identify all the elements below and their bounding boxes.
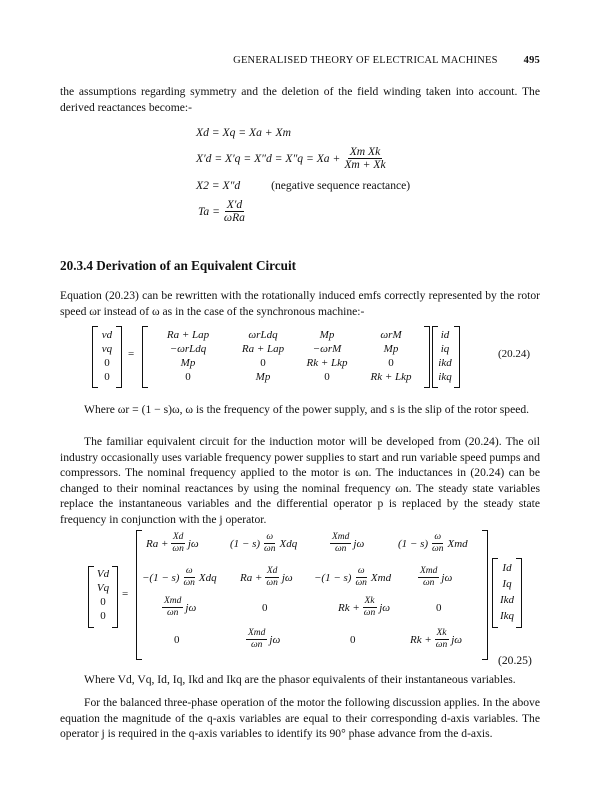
reactance-eq-2 [196,146,390,171]
m2-r3-c3-den: ωn [363,608,376,618]
m1-r0-c0: Ra + Lap [166,329,210,341]
m2-r4-c2-num: Xmd [248,628,266,638]
m2-r4-c4 [410,628,462,651]
m1-r1-c3: Mp [383,343,399,355]
m2-r3-c4: 0 [436,602,442,614]
m1-r0-c1: ωrLdq [248,329,278,341]
m2-r1-c2-num: ω [266,532,274,542]
m1-r1-c1: Ra + Lap [241,343,285,355]
bracket-right [424,326,430,388]
m1-lhs-3: 0 [104,371,110,383]
m2-r1-c4-den: ωn [432,544,444,554]
reactance-eq-2-den: Xm + Xk [344,158,386,171]
m1-r0-c2: Mp [319,329,335,341]
m2-r3-c1-post: jω [185,601,197,614]
bracket-right [516,558,522,628]
m2-r1-c3-den: ωn [334,544,347,554]
m2-r4-c1: 0 [174,634,180,646]
m1-r3-c1: Mp [255,371,271,383]
matrix-equation-20-25 [88,530,548,660]
m1-rhs-1: iq [440,343,450,355]
m2-r4-c2 [244,628,280,651]
m2-r4-c4-post: jω [451,633,463,646]
bracket-right [482,530,488,660]
reactance-eq-3-expr: X2 = X″d [196,179,241,192]
m1-lhs-2: 0 [104,357,110,369]
m2-r1-c2-post: Xdq [279,537,298,550]
m2-lhs-0: Vd [96,568,110,580]
m2-r1-c1-post: jω [187,537,199,550]
m2-r2-c4-num: Xmd [420,566,438,576]
m2-r4-c2-den: ωn [250,640,263,650]
bracket-left [136,530,142,660]
m2-lhs-2: 0 [100,596,106,608]
m2-r2-c4 [416,566,452,589]
m2-r2-c1-pre: −(1 − s) [142,571,180,584]
m2-r2-c4-post: jω [441,571,453,584]
m2-lhs-3: 0 [100,610,106,622]
paragraph-3: The familiar equivalent circuit for the induction motor will be developed from (20.24). The oil industry occasionally uses variable frequency power supplies to start and run variable speed pumps and compressors. The nominal frequency applied to the motor is ωn. The inductances in (20.24) can be changed to their nominal reactances by using the nominal frequency ωn. The steady state variables replace the instantaneous variables and the differential operator p is replaced by the steady state frequency in conjunction with the j operator. [60,435,540,526]
m1-lhs-1: vq [101,343,113,355]
bracket-right [454,326,460,388]
m1-r1-c0: −ωrLdq [169,343,207,355]
m2-r4-c2-post: jω [269,633,281,646]
m1-r2-c0: Mp [180,357,196,369]
m1-r1-c2: −ωrM [312,343,342,355]
paragraph-4: Where Vd, Vq, Id, Iq, Ikd and Ikq are the phasor equivalents of their instantaneous variables. [84,673,516,686]
m2-r4-c4-den: ωn [435,640,448,650]
eq-label-20-25: (20.25) [498,654,532,667]
m2-r2-c1-den: ωn [183,578,195,588]
reactance-eq-3-note: (negative sequence reactance) [271,179,411,192]
m2-r2-c2-den: ωn [266,578,278,588]
m2-r2-c2-post: jω [281,571,293,584]
m2-r2-c3-den: ωn [355,578,367,588]
m1-rhs-0: id [440,329,450,341]
section-heading: 20.3.4 Derivation of an Equivalent Circuit [60,258,297,273]
m2-r2-c1-post: Xdq [198,571,217,584]
m2-r1-c3 [328,532,364,555]
m2-r2-c2 [240,566,293,589]
m2-r3-c3-post: jω [379,601,391,614]
reactance-eq-4-lhs: Ta = [198,205,220,218]
page-number: 495 [523,55,540,66]
reactance-eq-2-num: Xm Xk [349,145,381,158]
m2-r4-c3: 0 [350,634,356,646]
reactance-eq-4-num: X′d [226,198,243,211]
m2-r1-c4-pre: (1 − s) [398,537,429,550]
m2-r1-c2-den: ωn [264,544,276,554]
m2-r1-c3-post: jω [353,537,365,550]
running-title: GENERALISED THEORY OF ELECTRICAL MACHINES [233,55,498,66]
bracket-right [112,566,118,628]
m1-rhs-3: ikq [438,371,452,383]
m2-r1-c4 [398,532,468,555]
m2-equals: = [122,588,129,600]
intro-paragraph: the assumptions regarding symmetry and the deletion of the field winding taken into account. The derived reactances become:- [60,85,540,114]
m1-r3-c0: 0 [185,371,191,383]
m2-r1-c4-num: ω [434,532,442,542]
paragraph-2: Where ωr = (1 − s)ω, ω is the frequency of the power supply, and s is the slip of the rotor speed. [84,403,530,416]
m2-r2-c3-pre: −(1 − s) [314,571,352,584]
m2-r2-c3-post: Xmd [370,571,392,584]
m1-r2-c2: Rk + Lkp [306,357,348,369]
m1-r2-c1: 0 [260,357,266,369]
m2-r3-c1-den: ωn [166,608,179,618]
m2-r3-c1-num: Xmd [164,596,182,606]
m2-r3-c3-pre: Rk + [338,601,360,614]
m2-lhs-1: Vq [96,582,110,594]
m2-r1-c2 [230,532,297,555]
m1-equals: = [128,348,135,360]
m2-r3-c3-num: Xk [364,596,375,606]
m1-r0-c3: ωrM [380,329,402,341]
m2-rhs-0: Id [502,562,512,574]
m1-lhs-0: vd [101,329,113,341]
m2-r2-c4-den: ωn [422,578,435,588]
reactance-eq-4-den: ωRa [223,211,245,224]
m1-rhs-2: ikd [438,357,452,369]
reactance-eq-4 [198,199,249,224]
matrix-equation-20-24 [86,326,556,390]
m2-r2-c1 [142,566,217,589]
reactance-eq-1: Xd = Xq = Xa + Xm [196,126,291,139]
m2-r2-c2-pre: Ra + [240,571,263,584]
m2-r1-c1 [146,532,199,555]
m1-r3-c2: 0 [324,371,330,383]
m2-rhs-3: Ikq [499,610,515,622]
paragraph-5: For the balanced three-phase operation of the motor the following discussion applies. In the above equation the magnitude of the q-axis variables are equal to their corresponding d-axis variables. The operator j is required in the q-axis variables to identify its 90° phase advance from the d-axis. [60,696,540,741]
eq-label-20-24: (20.24) [498,348,531,360]
m2-r1-c3-num: Xmd [332,532,350,542]
m2-r3-c1 [160,596,196,619]
m2-r4-c4-pre: Rk + [410,633,432,646]
m2-r4-c4-num: Xk [436,628,447,638]
m2-r3-c3 [338,596,390,619]
m2-r2-c3 [314,566,391,589]
m2-r2-c2-num: Xd [266,566,278,576]
m2-r2-c1-num: ω [185,566,193,576]
reactance-eq-2-lhs: X′d = X′q = X″d = X″q = Xa + [196,152,341,165]
m2-r3-c2: 0 [262,602,268,614]
reactance-eq-3 [196,179,410,192]
paragraph-1: Equation (20.23) can be rewritten with the rotationally induced emfs correctly represented by the rotor speed ωr instead of ω as in the case of the synchronous machine:- [60,289,540,318]
m2-r2-c3-num: ω [357,566,365,576]
m2-r1-c1-num: Xd [172,532,184,542]
m2-r1-c1-pre: Ra + [146,537,169,550]
m1-r2-c3: 0 [388,357,394,369]
running-header [60,55,540,66]
bracket-right [116,326,122,388]
m2-r1-c2-pre: (1 − s) [230,537,261,550]
m2-rhs-2: Ikd [499,594,515,606]
m2-rhs-1: Iq [502,578,512,590]
m2-r1-c1-den: ωn [172,544,184,554]
m2-r1-c4-post: Xmd [447,537,468,550]
m1-r3-c3: Rk + Lkp [370,371,412,383]
